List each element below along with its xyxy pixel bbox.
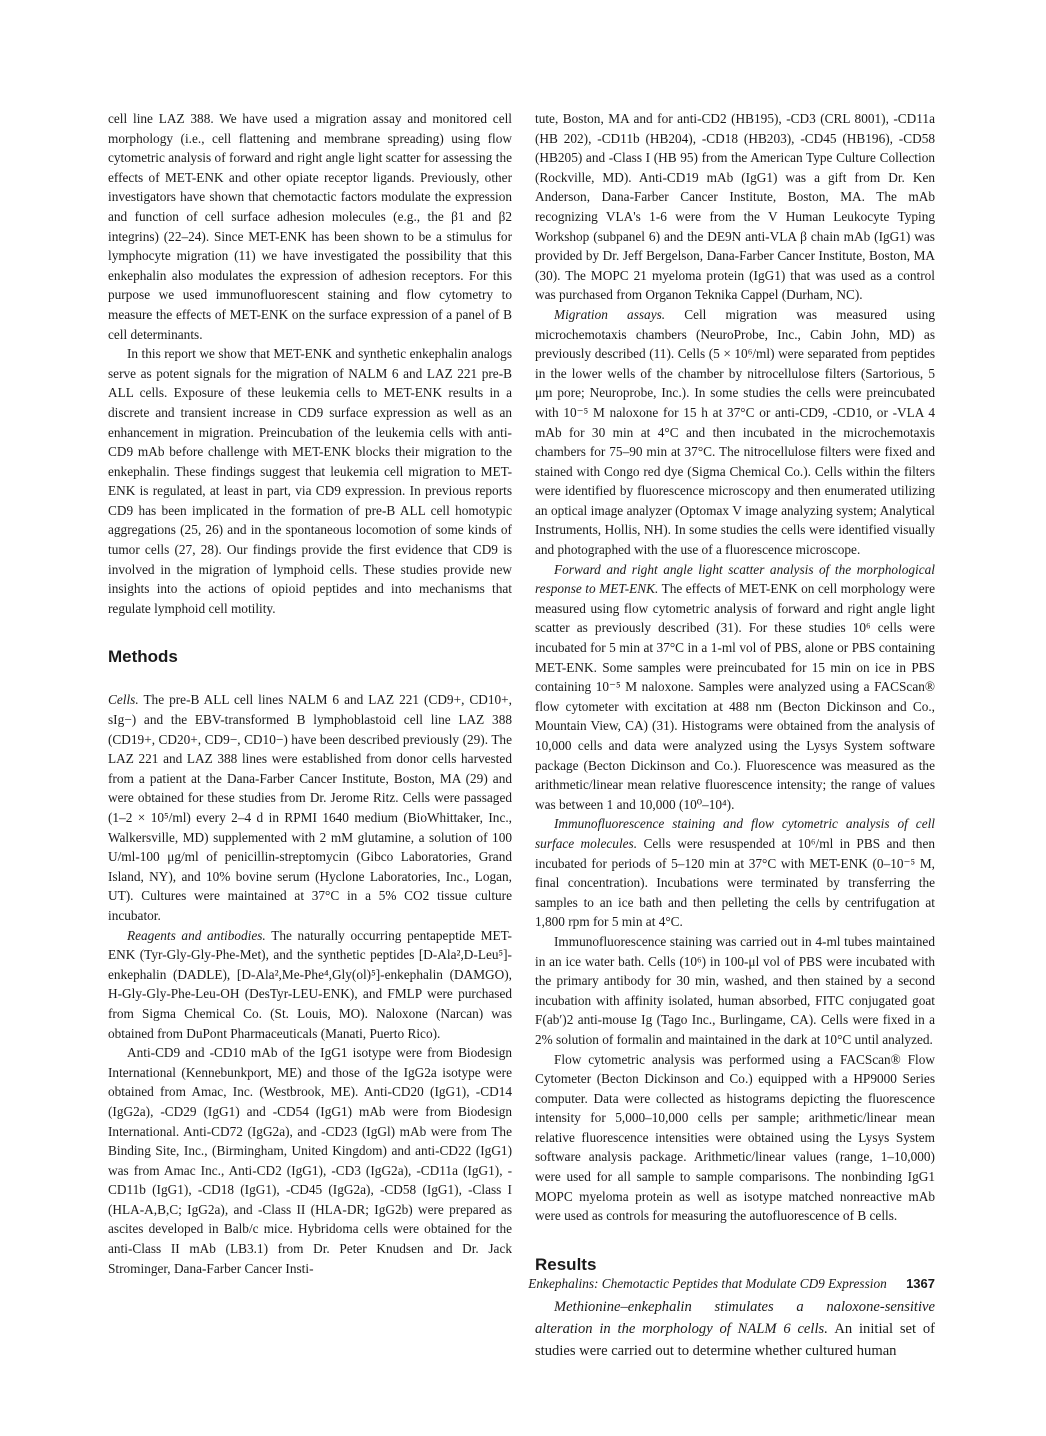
methods-heading: Methods bbox=[108, 647, 178, 667]
scatter-text: The effects of MET-ENK on cell morphology were measured using flow cytometric analysis of forward and right angle light scatter as previously described (31). For these studies 10⁶ cells were incubated for 5 min at 37°C in a 1-ml vol of PBS, alone or PBS containing MET-ENK. Some samples were preincubated for 15 min on ice in PBS containing 10⁻⁵ M naloxone. Samples were analyzed using a FACScan® flow cytometer with excitation at 488 nm (Becton Dickinson and Co., Mountain View, CA) (31). Histograms were obtained from the analysis of 10,000 cells and data were analyzed using the Lysys System software package (Becton Dickinson and Co.). Fluorescence was measured as the arithmetic/linear mean relative fluorescence intensity; the range of values was between 1 and 10,000 (10⁰–10⁴). bbox=[535, 581, 935, 812]
intro-paragraph-2: In this report we show that MET-ENK and synthetic enkephalin analogs serve as potent signals for the migration of NALM 6 and LAZ 221 pre-B ALL cells. Exposure of these leukemia cells to MET-ENK results in a discrete and transient increase in CD9 surface expression as well as an enhancement in migration. Preincubation of the leukemia cells with anti-CD9 mAb before challenge with MET-ENK blocks their migration to the enkephalin. These findings suggest that leukemia cell migration to MET-ENK is regulated, at least in part, via CD9 expression. In previous reports CD9 has been implicated in the formation of pre-B ALL cell homotypic aggregations (25, 26) and in the spontaneous locomotion of some kinds of tumor cells (27, 28). Our findings provide the first evidence that CD9 is involved in the migration of lymphoid cells. These studies provide new insights into the actions of opioid peptides and into mechanisms that regulate lymphoid cell motility. bbox=[108, 346, 512, 616]
staining-paragraph: Immunofluorescence staining was carried out in 4-ml tubes maintained in an ice water bath. Cells (10⁶) in 100-μl vol of PBS were incubated with the primary antibody for 30 min, washed, and then stained by a second incubation with affinity isolated, human absorbed, FITC conjugated goat F(ab′)2 anti-mouse Ig (Tago Inc., Burlingame, CA). Cells were fixed in a 2% solution of formalin and maintained in the dark at 10°C until analyzed. bbox=[535, 933, 935, 1047]
immunofluorescence-text: Cells were resuspended at 10⁶/ml in PBS and then incubated for periods of 5–120 min at 37°C with MET-ENK (0–10⁻⁵ M, final concentration). Incubations were terminated by transferring the samples to an ice bath and then pelleting the cells by centrifugation at 1,800 rpm for 5 min at 4°C. bbox=[535, 835, 935, 930]
intro-paragraph-1: cell line LAZ 388. We have used a migration assay and monitored cell morphology (i.e., cell flattening and membrane spreading) using flow cytometric analysis of forward and right angle light scatter for assessing the effects of MET-ENK and other opiate receptor ligands. Previously, other investigators have shown that chemotactic factors modulate the expression and function of cell surface adhesion molecules (e.g., the β1 and β2 integrins) (22–24). Since MET-ENK has been shown to be a stimulus for lymphocyte migration (11) we have investigated the possibility that this enkephalin also modulates the expression of adhesion receptors. For this purpose we used immunofluorescent staining and flow cytometry to measure the effects of MET-ENK on the surface expression of a panel of B cell determinants. bbox=[108, 111, 512, 342]
results-paragraph bbox=[535, 1296, 935, 1362]
cells-paragraph bbox=[108, 690, 512, 925]
right-column bbox=[535, 109, 935, 1362]
migration-runin-heading: Migration assays. bbox=[554, 306, 666, 322]
left-column bbox=[108, 109, 512, 1278]
immunofluorescence-paragraph bbox=[535, 814, 935, 932]
results-text: An initial set of studies were carried out to determine whether cultured human bbox=[535, 1320, 936, 1359]
antibodies-continued-paragraph: tute, Boston, MA and for anti-CD2 (HB195), -CD3 (CRL 8001), -CD11a (HB 202), -CD11b (HB204), -CD18 (HB203), -CD45 (HB196), -CD58 (HB205) and -Class I (HB 95) from the American Type Culture Collection (Rockville, MD). Anti-CD19 mAb (IgG1) was a gift from Dr. Ken Anderson, Dana-Farber Cancer Institute, Boston, MA. The mAb recognizing VLA's 1-6 were from the V Human Leukocyte Typing Workshop (subpanel 6) and the DE9N anti-VLA β chain mAb (IgG1) was provided by Dr. Jeff Bergelson, Dana-Farber Cancer Institute, Boston, MA (30). The MOPC 21 myeloma protein (IgG1) that was used as a control was purchased from Organon Teknika Cappel (Durham, NC). bbox=[535, 111, 935, 303]
results-runin-heading: Methionine–enkephalin stimulates a naloxone-sensitive alteration in the morphology of NALM 6 cells. bbox=[535, 1298, 935, 1337]
reagents-paragraph bbox=[108, 926, 512, 1044]
running-title: Enkephalins: Chemotactic Peptides that Modulate CD9 Expression bbox=[528, 1276, 887, 1291]
results-heading: Results bbox=[535, 1254, 597, 1274]
immunofluorescence-runin-heading: Immunofluorescence staining and flow cytometric analysis of cell surface molecules. bbox=[535, 816, 935, 851]
scatter-runin-heading: Forward and right angle light scatter analysis of the morphological response to MET-ENK. bbox=[535, 561, 935, 597]
page-footer bbox=[480, 1275, 935, 1293]
migration-text: Cell migration was measured using microchemotaxis chambers (NeuroProbe, Inc., Cabin John, MD) as previously described (11). Cells (5 × 10⁶/ml) were separated from peptides in the lower wells of the chamber by nitrocellulose filters (Sartorious, 5 μm pore; Neuroprobe, Inc.). In some studies the cells were preincubated with 10⁻⁵ M naloxone for 15 h at 37°C or anti-CD9, -CD10, or -VLA 4 mAb for 30 min at 4°C and then incubated in the microchemotaxis chambers for 75–90 min at 37°C. The nitrocellulose filters were fixed and stained with Congo red dye (Sigma Chemical Co.). Cells within the filters were identified by fluorescence microscopy and then enumerated utilizing an optical image analyzer (Optomax V image analyzing system; Analytical Instruments, Hollis, NH). In some studies the cells were identified visually and photographed with the use of a fluorescence microscope. bbox=[535, 306, 935, 558]
migration-paragraph bbox=[535, 305, 935, 560]
reagents-text: The naturally occurring pentapeptide MET-ENK (Tyr-Gly-Gly-Phe-Met), and the synthetic peptides [D-Ala²,D-Leu⁵]-enkephalin (DADLE), [D-Ala²,Me-Phe⁴,Gly(ol)⁵]-enkephalin (DAMGO), H-Gly-Gly-Phe-Leu-OH (DesTyr-LEU-ENK), and FMLP were purchased from Sigma Chemical Co. (St. Louis, MO). Naloxone (Narcan) was obtained from DuPont Pharmaceuticals (Manati, Puerto Rico). bbox=[108, 927, 512, 1041]
flow-cytometry-paragraph: Flow cytometric analysis was performed using a FACScan® Flow Cytometer (Becton Dickinson and Co.) equipped with a HP9000 Series computer. Data were collected as histograms depicting the fluorescence intensity for 5,000–10,000 cells per sample; arithmetic/linear mean relative fluorescence intensities were obtained using the Lysys System software analysis package. Arithmetic/linear values (range, 1–10,000) were used for all sample to sample comparisons. The nonbinding IgG1 MOPC myeloma protein as well as isotype matched nonreactive mAb were used as controls for measuring the autofluorescence of B cells. bbox=[535, 1051, 935, 1224]
page-number: 1367 bbox=[906, 1276, 935, 1291]
antibodies-paragraph: Anti-CD9 and -CD10 mAb of the IgG1 isotype were from Biodesign International (Kennebunkport, ME) and those of the IgG2a isotype were obtained from Amac, Inc. (Westbrook, ME). Anti-CD20 (IgG1), -CD14 (IgG2a), -CD29 (IgG1) and -CD54 (IgG1) mAb were from Biodesign International. Anti-CD72 (IgG2a), and -CD23 (IgGl) mAb were from The Binding Site, Inc., (Birmingham, United Kingdom) and anti-CD22 (IgG1) was from Amac Inc., Anti-CD2 (IgG1), -CD3 (IgG2a), -CD11a (IgG1), -CD11b (IgG1), -CD18 (IgG1), -CD45 (IgG2a), -CD58 (IgG1), -Class I (HLA-A,B,C; IgG2a), and -Class II (HLA-DR; IgG2b) were prepared as ascites developed in Balb/c mice. Hybridoma cells were obtained for the anti-Class II mAb (LB3.1) from Dr. Peter Knudsen and Dr. Jack Strominger, Dana-Farber Cancer Insti- bbox=[108, 1045, 512, 1276]
reagents-runin-heading: Reagents and antibodies. bbox=[127, 927, 266, 943]
cells-text: The pre-B ALL cell lines NALM 6 and LAZ 221 (CD9+, CD10+, sIg−) and the EBV-transformed B lymphoblastoid cell line LAZ 388 (CD19+, CD20+, CD9−, CD10−) have been described previously (29). The LAZ 221 and LAZ 388 lines were established from donor cells harvested from a patient at the Dana-Farber Cancer Institute, Boston, MA (29) and were obtained for these studies from Dr. Jerome Ritz. Cells were passaged (1–2 × 10⁵/ml) every 2–4 d in RPMI 1640 medium (BioWhittaker, Inc., Walkersville, MD) supplemented with 2 mM glutamine, a solution of 100 U/ml-100 μg/ml of penicillin-streptomycin (Gibco Laboratories, Grand Island, NY), and 10% bovine serum (Hyclone Laboratories, Inc., Logan, UT). Cultures were maintained at 37°C in a 5% CO2 tissue culture incubator. bbox=[108, 692, 512, 923]
cells-runin-heading: Cells. bbox=[108, 692, 139, 708]
scatter-paragraph bbox=[535, 560, 935, 815]
